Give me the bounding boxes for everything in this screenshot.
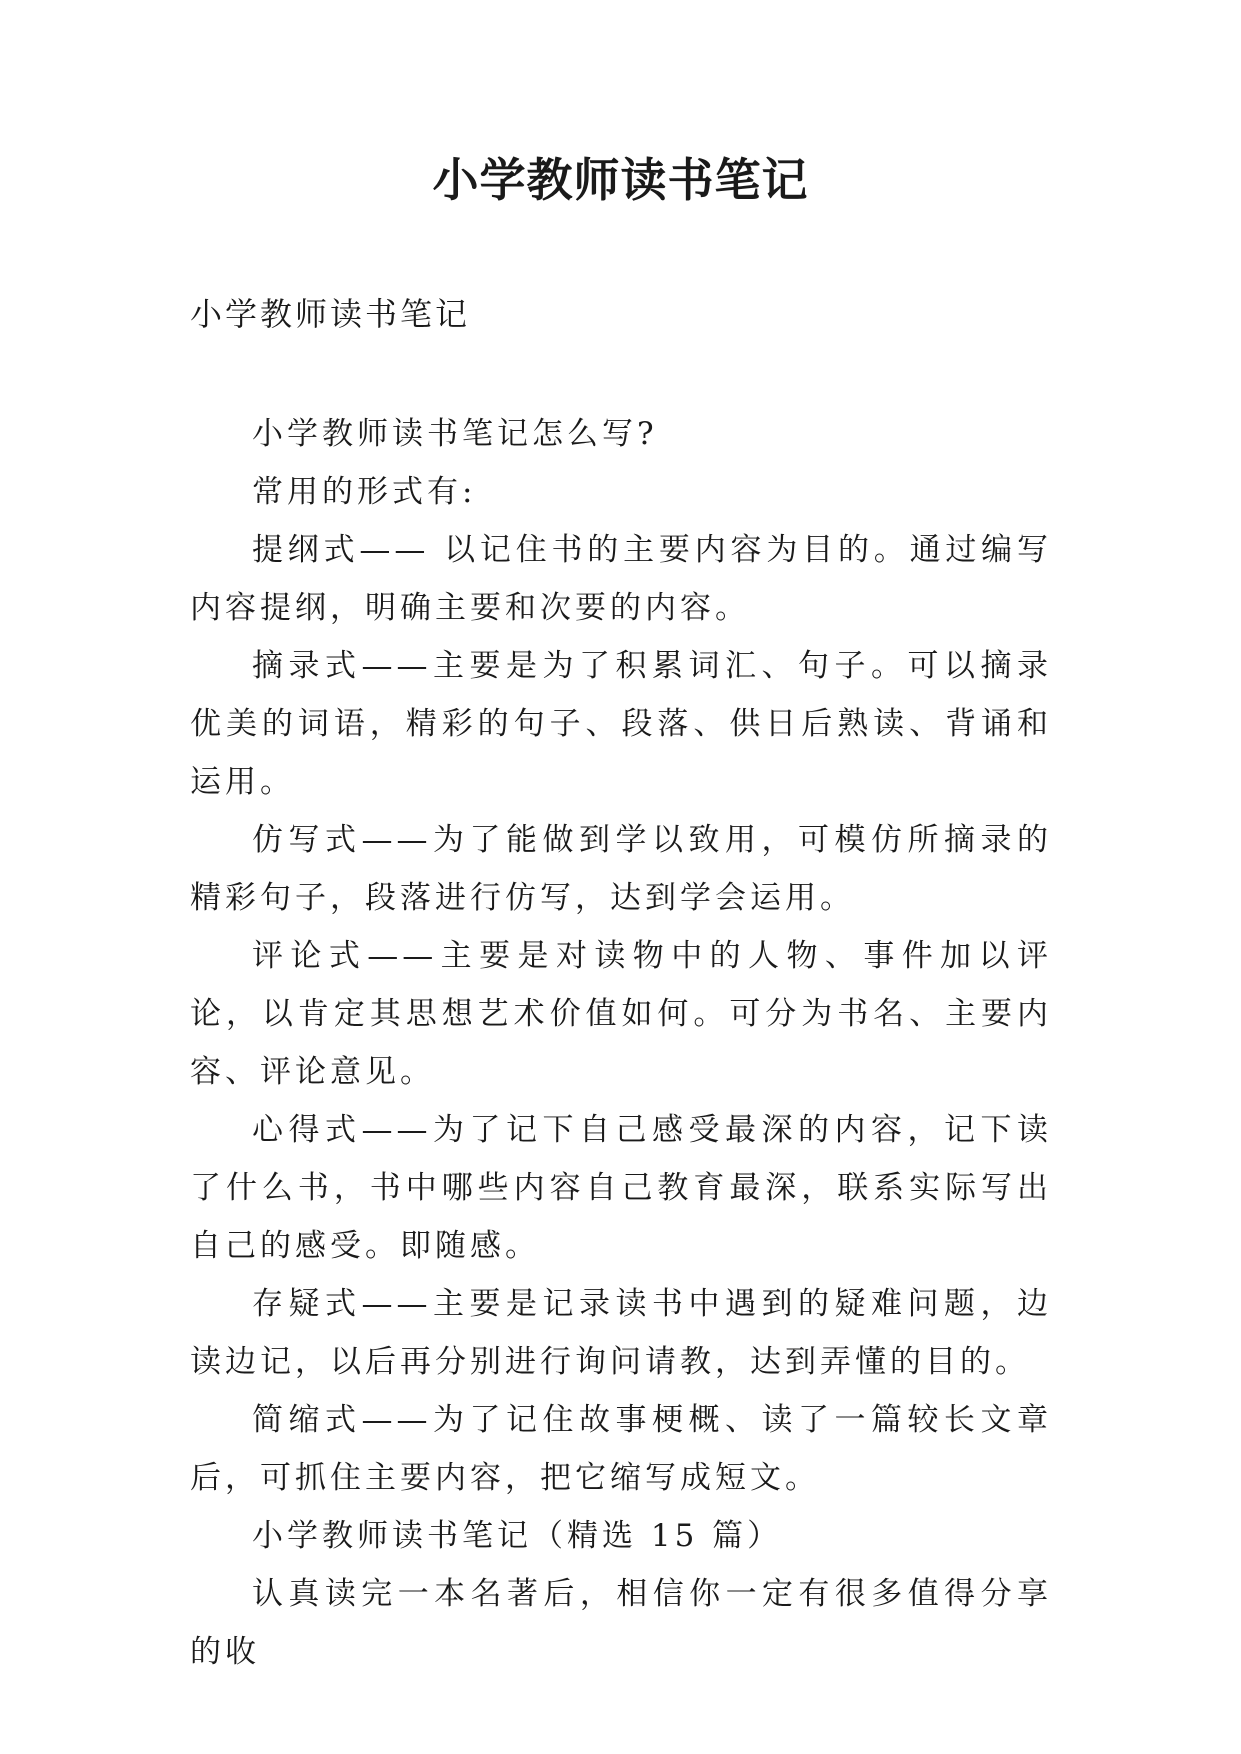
paragraph: 小学教师读书笔记怎么写? xyxy=(252,416,658,452)
paragraph: 常用的形式有: xyxy=(252,474,477,510)
paragraph: 简缩式——为了记住故事梗概、读了一篇较长文章后，可抓住主要内容，把它缩写成短文。 xyxy=(190,1402,1052,1496)
paragraph: 心得式——为了记下自己感受最深的内容，记下读了什么书，书中哪些内容自己教育最深，联系实际写出自己的感受。即随感。 xyxy=(190,1112,1052,1264)
paragraph: 小学教师读书笔记（精选 15 篇） xyxy=(252,1518,783,1554)
paragraph: 提纲式—— 以记住书的主要内容为目的。通过编写内容提纲，明确主要和次要的内容。 xyxy=(190,532,1052,626)
paragraph: 摘录式——主要是为了积累词汇、句子。可以摘录优美的词语，精彩的句子、段落、供日后熟读、背诵和运用。 xyxy=(190,648,1052,800)
paragraph: 评论式——主要是对读物中的人物、事件加以评论，以肯定其思想艺术价值如何。可分为书名、主要内容、评论意见。 xyxy=(190,938,1052,1090)
document-title: 小学教师读书笔记 xyxy=(432,153,809,207)
paragraph: 认真读完一本名著后，相信你一定有很多值得分享的收 xyxy=(190,1576,1052,1670)
paragraph: 仿写式——为了能做到学以致用，可模仿所摘录的精彩句子，段落进行仿写，达到学会运用。 xyxy=(190,822,1052,916)
paragraph: 存疑式——主要是记录读书中遇到的疑难问题，边读边记，以后再分别进行询问请教，达到弄懂的目的。 xyxy=(190,1286,1052,1380)
document-subtitle: 小学教师读书笔记 xyxy=(190,295,471,333)
document-body xyxy=(190,405,1052,1681)
